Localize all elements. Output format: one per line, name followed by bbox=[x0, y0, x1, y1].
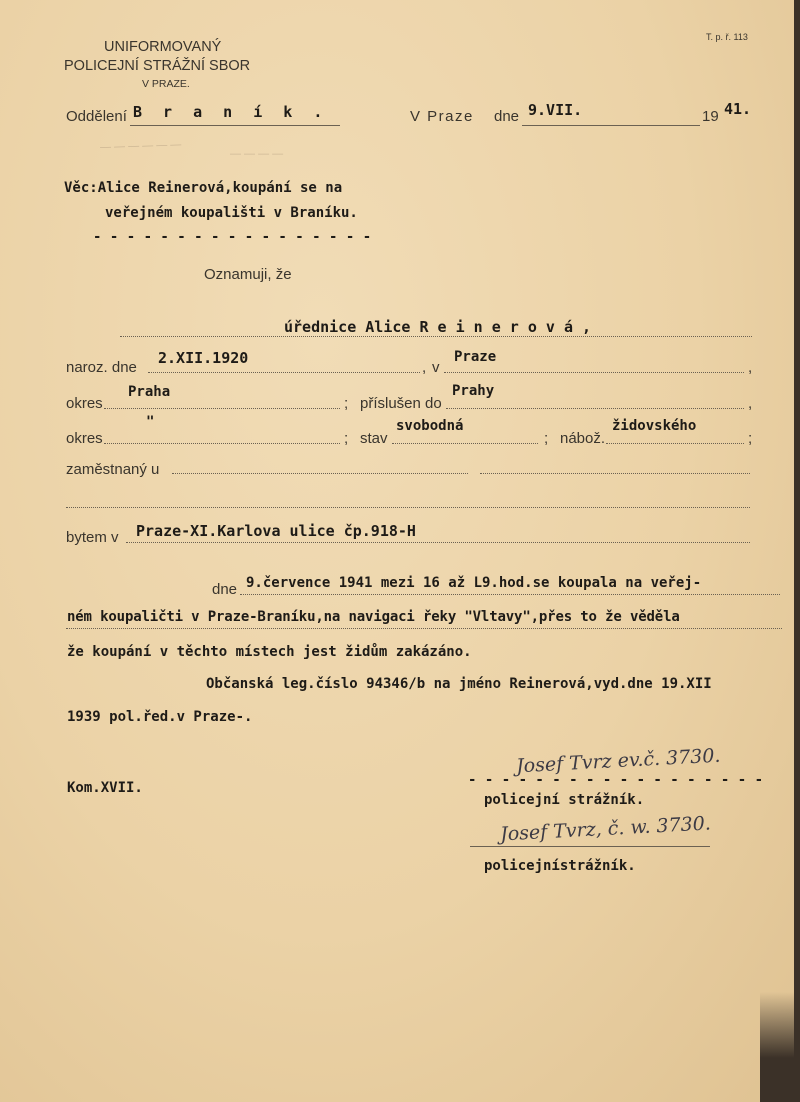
page-edge-shadow bbox=[794, 0, 800, 1102]
born-date: 2.XII.1920 bbox=[158, 349, 249, 367]
domicile-label: příslušen do bbox=[360, 395, 442, 412]
district-value: Praha bbox=[128, 384, 171, 400]
org-line-1: UNIFORMOVANÝ bbox=[104, 39, 222, 55]
report-date-label: dne bbox=[212, 581, 238, 598]
district-label: okres bbox=[66, 395, 103, 412]
report-line-1-dots bbox=[240, 594, 780, 595]
district2-label: okres bbox=[66, 430, 103, 447]
year-value: 41. bbox=[724, 100, 752, 118]
report-line-4: Občanská leg.číslo 94346/b na jméno Reinerová,vyd.dne 19.XII bbox=[206, 676, 712, 692]
report-line-5: 1939 pol.řed.v Praze-. bbox=[67, 709, 253, 725]
subject-line-2: veřejném koupališti v Braníku. bbox=[105, 205, 358, 221]
residence-label: bytem v bbox=[66, 529, 119, 546]
religion-label: nábož. bbox=[560, 430, 606, 447]
subject-line-1: Věc:Alice Reinerová,koupání se na bbox=[64, 180, 343, 196]
org-line-2: POLICEJNÍ STRÁŽNÍ SBOR bbox=[64, 58, 251, 74]
report-line-3: že koupání v těchto místech jest židům zakázáno. bbox=[67, 644, 472, 660]
marital-value: svobodná bbox=[396, 418, 464, 434]
year-prefix: 19 bbox=[702, 108, 719, 125]
dept-label: Oddělení bbox=[66, 108, 127, 125]
signature-1: Josef Tvrz ev.č. 3730. bbox=[515, 744, 721, 778]
born-place-dots bbox=[444, 372, 744, 373]
date-underline bbox=[522, 125, 700, 126]
dept-underline bbox=[130, 125, 340, 126]
date-label: dne bbox=[494, 108, 520, 125]
signature-2-title: policejnístrážník. bbox=[484, 858, 636, 874]
announce-text: Oznamuji, že bbox=[204, 266, 292, 283]
employed-dots-2 bbox=[480, 473, 750, 474]
employed-dots-1 bbox=[172, 473, 468, 474]
date-value: 9.VII. bbox=[528, 101, 583, 119]
person-name: úřednice Alice R e i n e r o v á , bbox=[284, 318, 592, 336]
district2-dots bbox=[104, 443, 340, 444]
report-line-1: 9.července 1941 mezi 16 až L9.hod.se koupala na veřej- bbox=[246, 575, 702, 591]
kom-code: Kom.XVII. bbox=[67, 780, 143, 796]
district2-semicolon: ; bbox=[344, 430, 349, 447]
report-line-2-dots bbox=[66, 628, 782, 629]
subject-underline: - - - - - - - - - - - - - - - - - bbox=[93, 229, 372, 245]
row-semicolon-3: ; bbox=[748, 430, 753, 447]
marital-dots bbox=[392, 443, 538, 444]
marital-label: stav bbox=[360, 430, 388, 447]
name-dotted-line bbox=[120, 336, 752, 337]
org-line-3: V PRAZE. bbox=[142, 78, 190, 90]
born-in-label: v bbox=[432, 359, 440, 376]
row-comma-1: , bbox=[748, 359, 753, 376]
religion-dots bbox=[606, 443, 744, 444]
religion-value: židovského bbox=[612, 418, 697, 434]
document-page: — — — — — — — — — — UNIFORMOVANÝ POLICEJNÍ STRÁŽNÍ SBOR V PRAZE. T. p. ř. 113 Oddělení B r a n í k . V Praze dne 9.VII. 19 41. Věc:Alice Reinerová,koupání se na veřejném koupališti v Braníku. - - - - - - - - - - - - - - - - - Oznamuji, že úřednice Alice R e i n e r o v á , naroz. dne 2.XII.1920 , v Praze , okres Praha ; příslušen do Prahy , okres " ; stav svobodná ; nábož. židovského ; zaměstnaný u bytem v Praze-XI.Karlova ulice čp.918-H dne 9.července 1941 mezi 16 až L9.hod.se koupala na veřej- ném koupaličti v Praze-Braníku,na navigaci řeky "Vltavy",přes to že věděla že koupání v těchto místech jest židům zakázáno. Občanská leg.číslo 94346/b na jméno Reinerová,vyd.dne 19.XII 1939 pol.řed.v Praze-. Kom.XVII. Josef Tvrz ev.č. 3730. - - - - - - - - - - - - - - - - - - policejní strážník. Josef Tvrz, č. w. 3730. policejnístrážník. bbox=[0, 0, 800, 1102]
signature-2: Josef Tvrz, č. w. 3730. bbox=[499, 812, 712, 846]
report-line-2: ném koupaličti v Praze-Braníku,na navigaci řeky "Vltavy",přes to že věděla bbox=[67, 609, 680, 625]
signature-1-title: policejní strážník. bbox=[484, 792, 645, 808]
signature-2-line bbox=[470, 846, 710, 847]
form-code: T. p. ř. 113 bbox=[706, 32, 748, 42]
row-comma-2: , bbox=[748, 395, 753, 412]
born-in-comma: , bbox=[422, 359, 427, 376]
born-label: naroz. dne bbox=[66, 359, 137, 376]
residence-value: Praze-XI.Karlova ulice čp.918-H bbox=[136, 522, 416, 540]
signature-1-dashes: - - - - - - - - - - - - - - - - - - bbox=[468, 772, 764, 788]
district-dots bbox=[104, 408, 340, 409]
employed-dots-3 bbox=[66, 507, 750, 508]
residence-dots bbox=[126, 542, 750, 543]
employed-label: zaměstnaný u bbox=[66, 461, 160, 478]
district-semicolon: ; bbox=[344, 395, 349, 412]
dept-value: B r a n í k . bbox=[133, 103, 329, 121]
marital-semicolon: ; bbox=[544, 430, 549, 447]
district2-value: " bbox=[146, 414, 155, 430]
place-label: V Praze bbox=[410, 108, 474, 125]
born-place: Praze bbox=[454, 349, 497, 365]
page-corner-shadow bbox=[760, 992, 800, 1102]
domicile-value: Prahy bbox=[452, 383, 495, 399]
born-date-dots bbox=[148, 372, 420, 373]
domicile-dots bbox=[446, 408, 744, 409]
